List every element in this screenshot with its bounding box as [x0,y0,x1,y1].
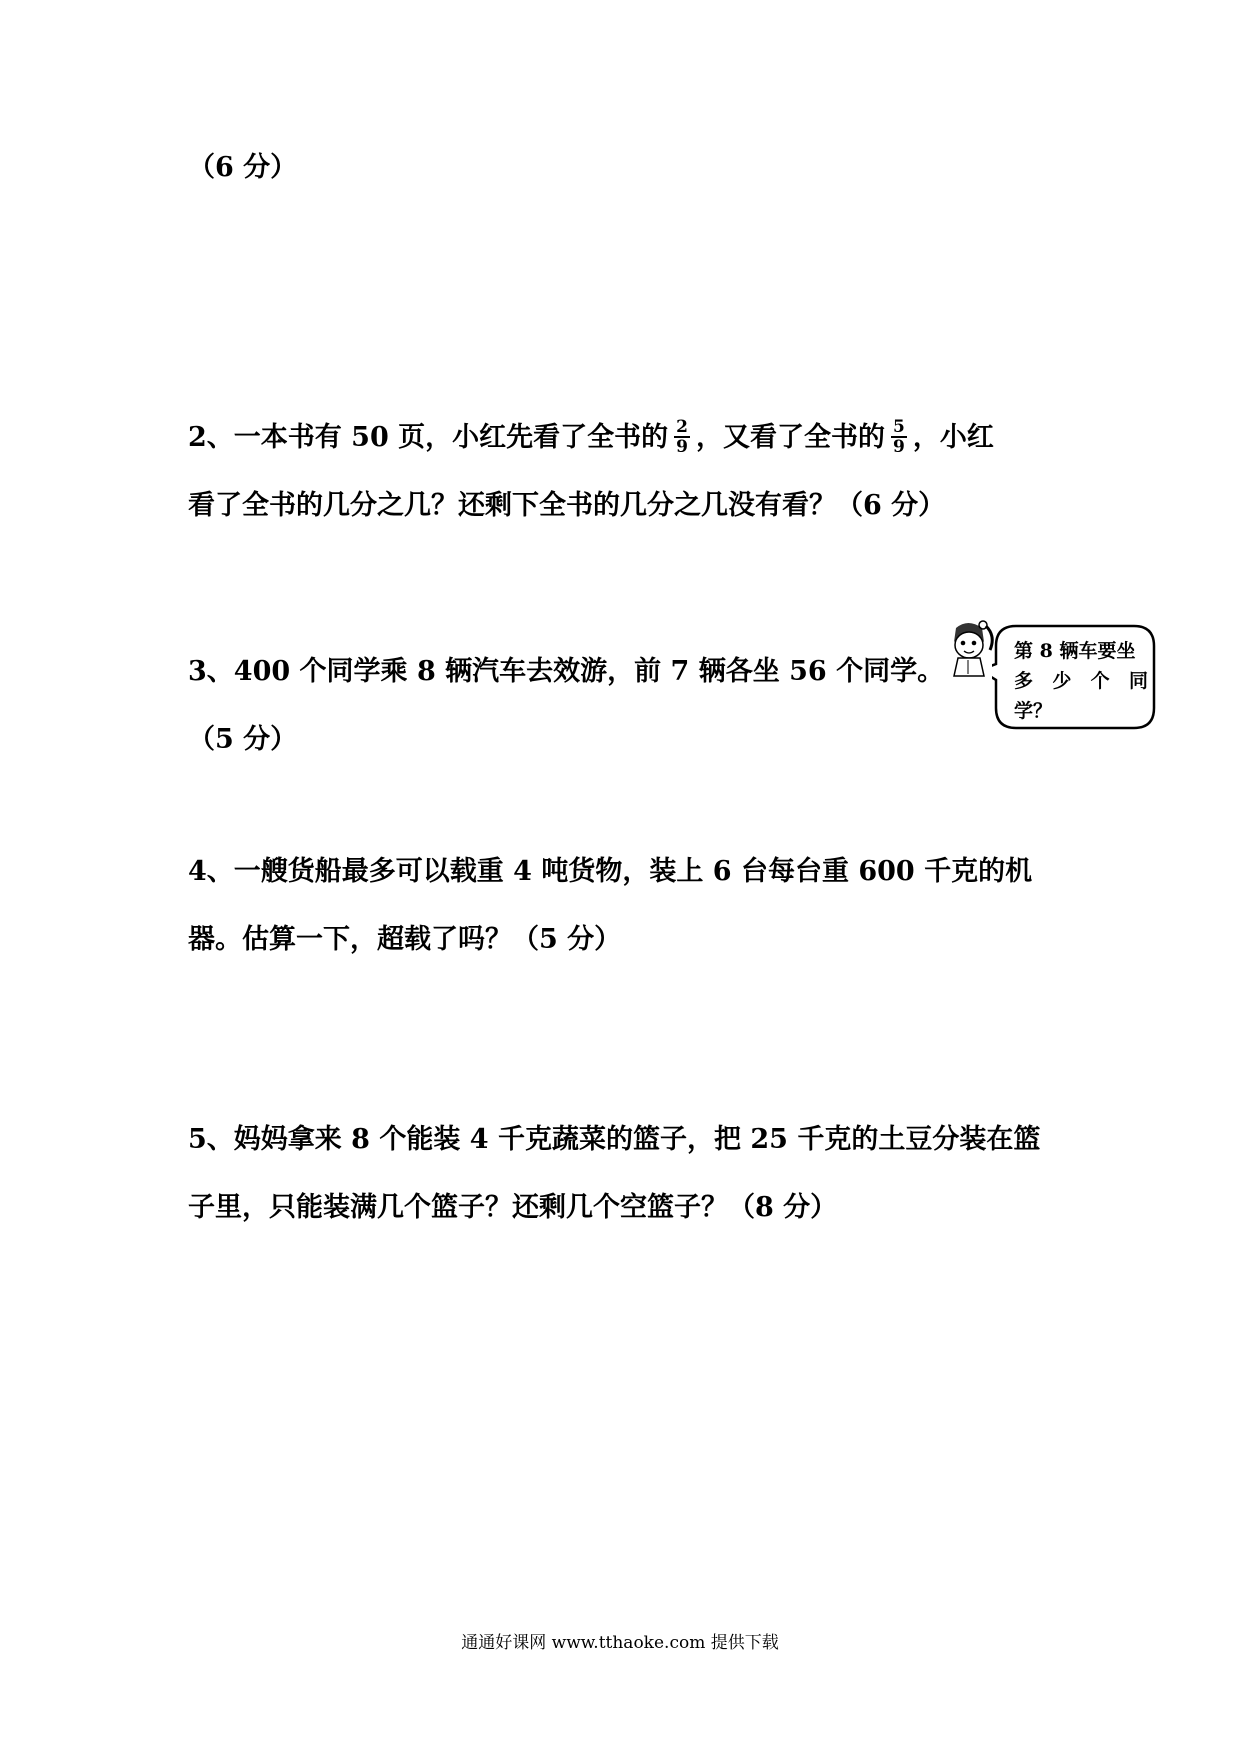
q3-line-1: 3、400 个同学乘 8 辆汽车去效游，前 7 辆各坐 56 个同学。 [188,656,945,687]
q2-text-a: 2、一本书有 50 页，小红先看了全书的 [188,422,669,453]
fraction-five-ninths [891,418,907,456]
q4-line-2: 器。估算一下，超载了吗？（5 分） [188,924,622,955]
bubble-line-3: 学？ [1014,700,1053,722]
bubble-line-1: 第 8 辆车要坐 [1014,640,1136,662]
girl-cartoon-icon [938,616,1000,678]
q2-text-b: ，又看了全书的 [696,422,886,453]
q2-text-c: ，小红 [912,422,994,453]
q3-line-2: （5 分） [188,724,298,755]
bubble-line-2: 多 少 个 同 [1014,670,1148,692]
page-footer: 通通好课网 www.tthaoke.com 提供下载 [461,1633,779,1653]
q2-line-1 [188,418,994,458]
q1-score: （6 分） [188,152,298,183]
fraction-numerator: 2 [676,416,689,437]
fraction-denominator: 9 [893,436,905,457]
fraction-two-ninths [674,418,690,456]
fraction-numerator: 5 [893,416,905,437]
fraction-denominator: 9 [676,436,689,457]
q5-line-2: 子里，只能装满几个篮子？还剩几个空篮子？（8 分） [188,1192,838,1223]
q2-line-2: 看了全书的几分之几？还剩下全书的几分之几没有看？（6 分） [188,490,946,521]
q4-line-1: 4、一艘货船最多可以载重 4 吨货物，装上 6 台每台重 600 千克的机 [188,856,1033,887]
speech-bubble-text [1014,636,1148,726]
q5-line-1: 5、妈妈拿来 8 个能装 4 千克蔬菜的篮子，把 25 千克的土豆分装在篮 [188,1124,1041,1155]
